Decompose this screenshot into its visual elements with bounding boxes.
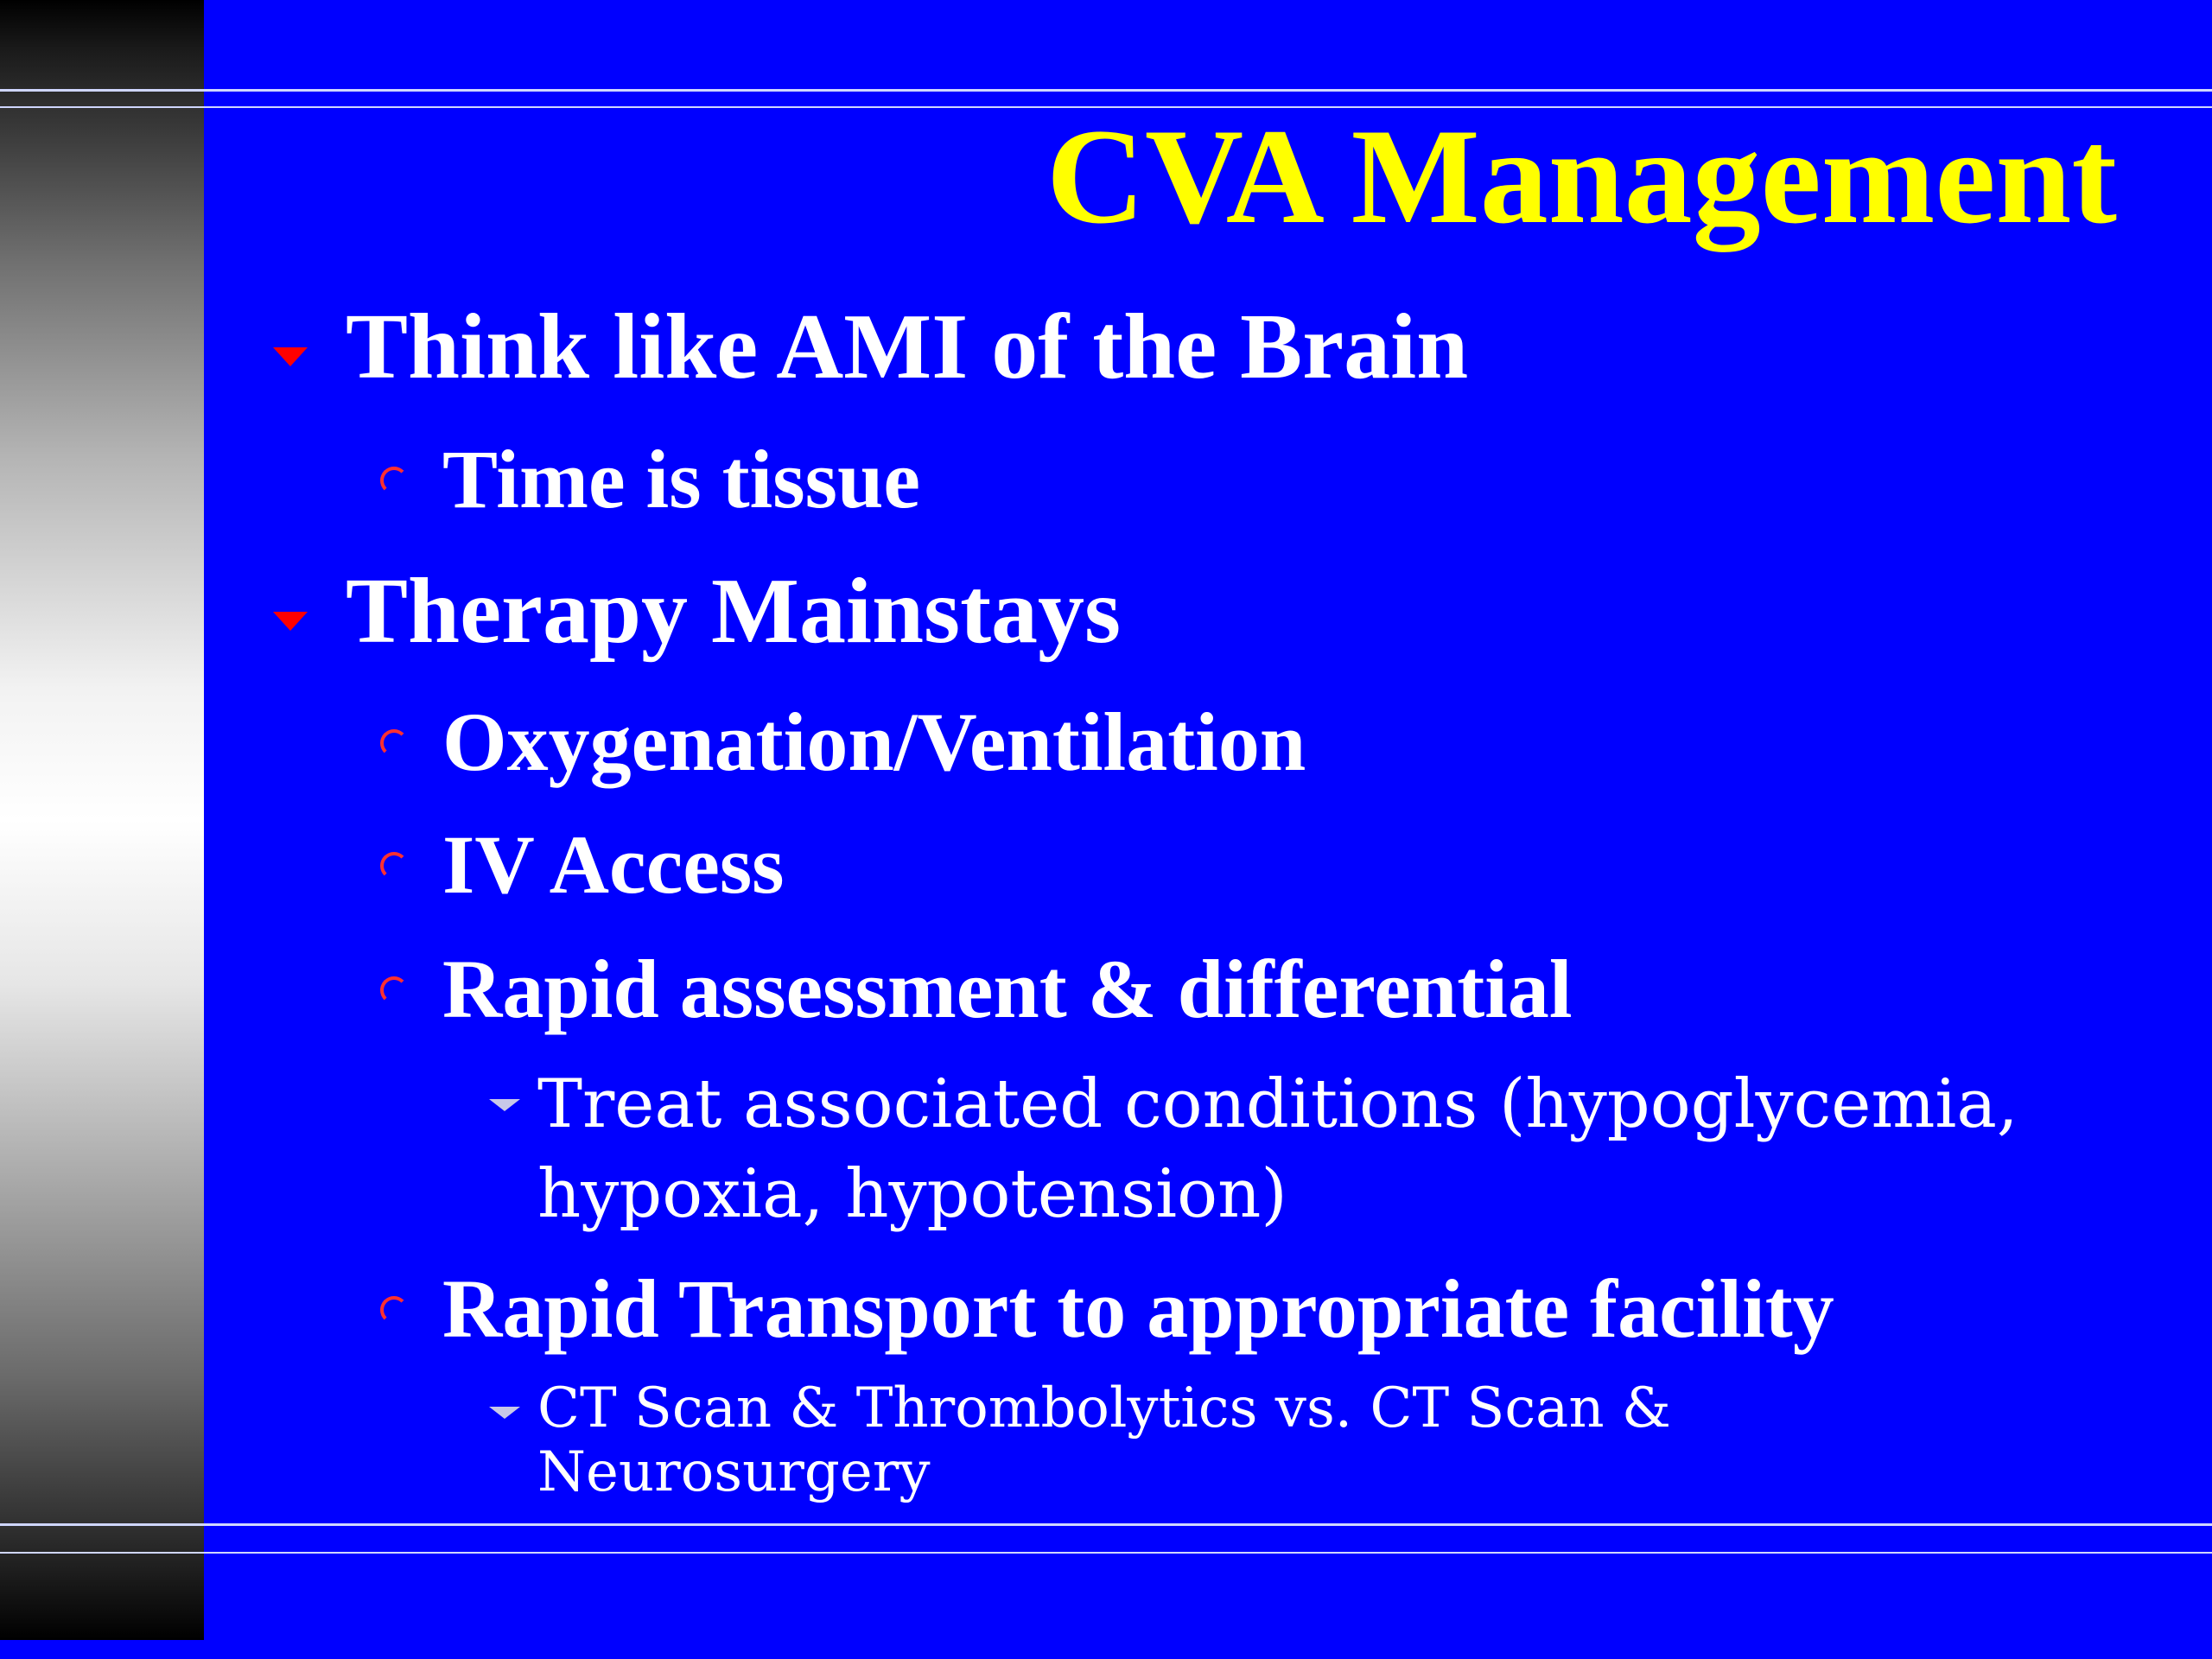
red-arc-bullet-icon: [380, 1296, 408, 1324]
bottom-rule-upper: [0, 1523, 2212, 1526]
bullet-item-level3: CT Scan & Thrombolytics vs. CT Scan & Neurosurgery: [537, 1376, 1671, 1504]
red-triangle-bullet-icon: [273, 612, 308, 631]
bullet-item-level2: Oxygenation/Ventilation: [442, 696, 1306, 788]
slide-title: CVA Management: [1046, 101, 2117, 252]
red-arc-bullet-icon: [380, 976, 408, 1004]
bullet-item-level2: IV Access: [442, 818, 785, 911]
gray-triangle-bullet-icon: [489, 1099, 520, 1111]
bullet-item-level2: Time is tissue: [442, 433, 920, 525]
bullet-item-level3: Treat associated conditions (hypoglycemia, hypoxia, hypotension): [537, 1065, 2018, 1233]
red-arc-bullet-icon: [380, 852, 408, 880]
red-arc-bullet-icon: [380, 467, 408, 494]
gray-triangle-bullet-icon: [489, 1407, 520, 1419]
red-arc-bullet-icon: [380, 729, 408, 757]
bullet-item-level2: Rapid assessment & differential: [442, 943, 1573, 1035]
bullet-item-level1: Think like AMI of the Brain: [346, 296, 1469, 398]
bottom-rule-lower: [0, 1552, 2212, 1554]
red-triangle-bullet-icon: [273, 347, 308, 366]
bullet-item-level1: Therapy Mainstays: [346, 560, 1122, 663]
top-rule-upper: [0, 89, 2212, 92]
bullet-item-level2: Rapid Transport to appropriate facility: [442, 1262, 1834, 1355]
side-gradient-bar: [0, 0, 204, 1640]
